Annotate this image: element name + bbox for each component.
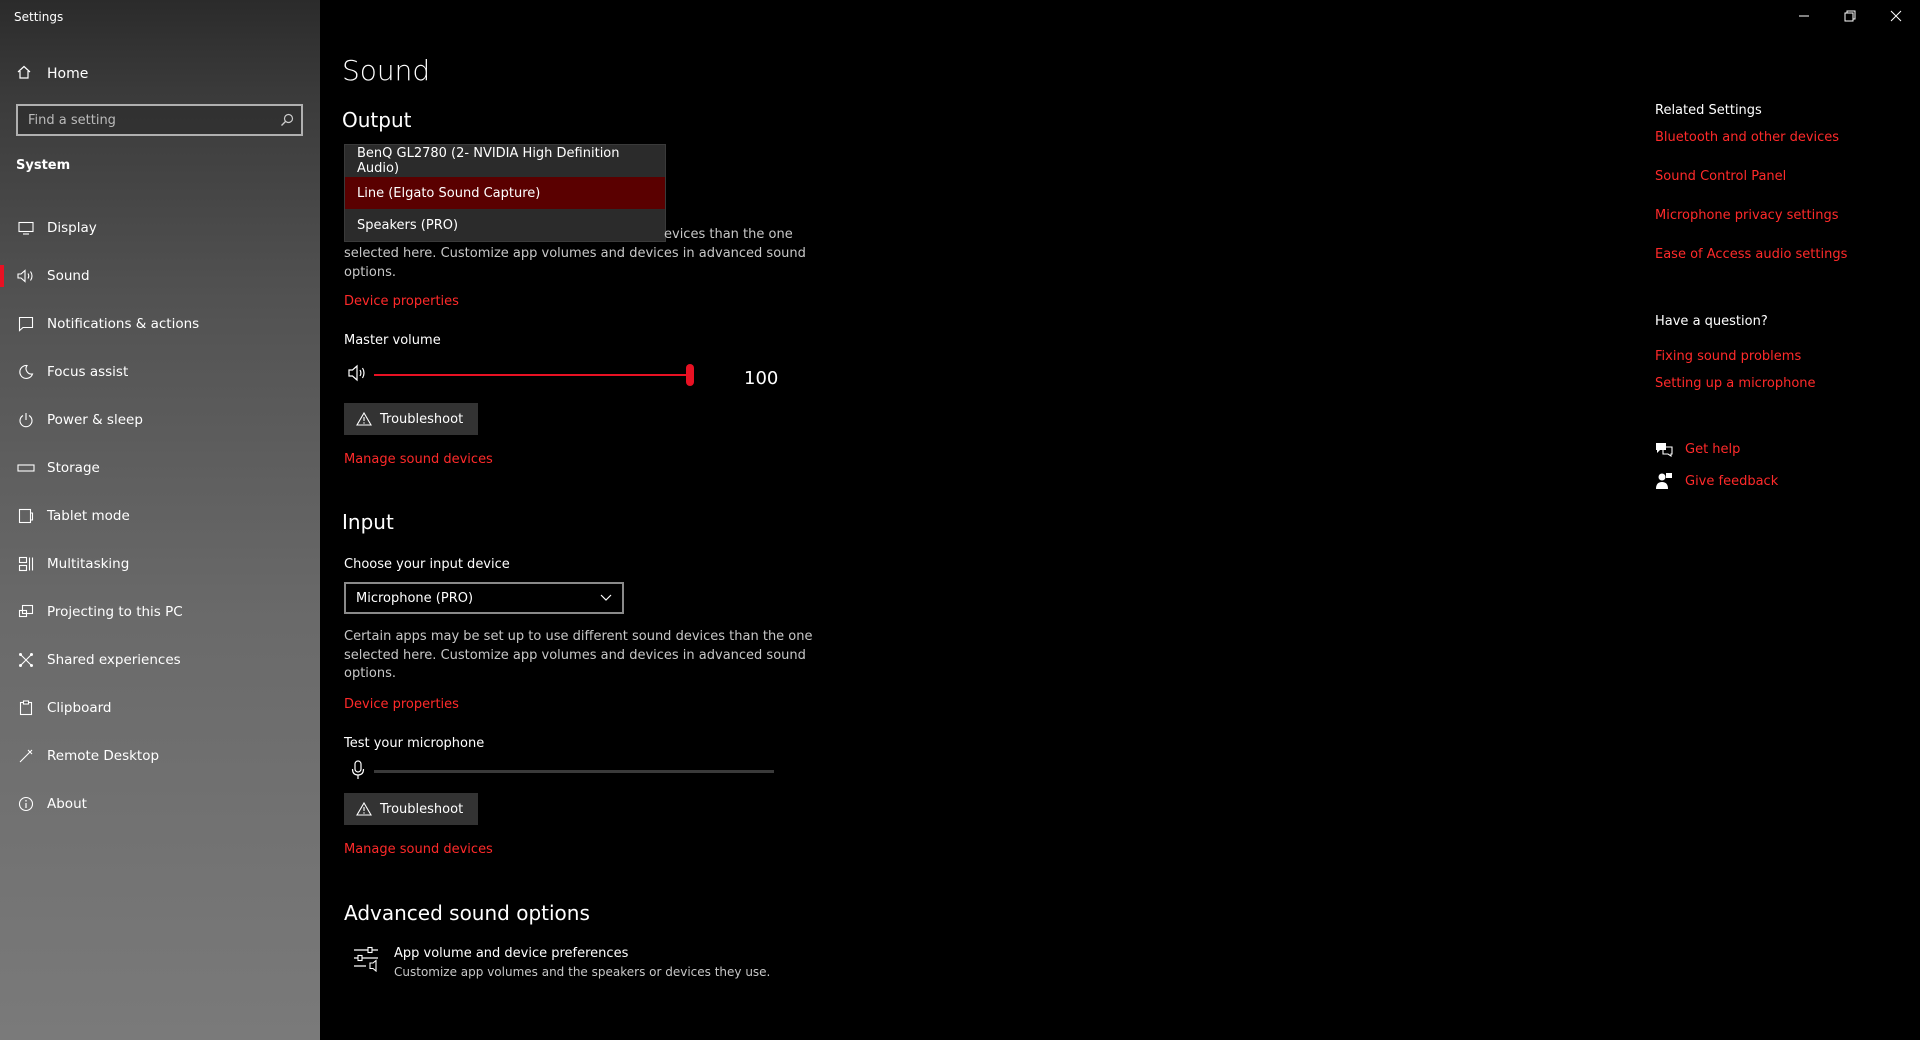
- question-heading: Have a question?: [1655, 314, 1768, 329]
- related-link-bluetooth[interactable]: Bluetooth and other devices: [1655, 130, 1840, 145]
- dropdown-option-selected[interactable]: Line (Elgato Sound Capture): [345, 177, 665, 209]
- warning-icon: [356, 412, 372, 426]
- sidebar-item-label: About: [47, 796, 87, 812]
- volume-speaker-icon[interactable]: [348, 364, 368, 386]
- sidebar-item-label: Multitasking: [47, 556, 130, 572]
- sidebar-nav: [0, 204, 320, 828]
- advanced-sound-heading: Advanced sound options: [344, 901, 590, 925]
- app-volume-description: Customize app volumes and the speakers or devices they use.: [394, 965, 771, 979]
- sidebar-item-about[interactable]: [0, 780, 320, 828]
- notification-icon: [16, 316, 36, 332]
- troubleshoot-label: Troubleshoot: [380, 411, 464, 427]
- app-volume-preferences-item[interactable]: [352, 946, 770, 979]
- restore-icon: [1844, 10, 1856, 22]
- sidebar-item-label: Tablet mode: [47, 508, 130, 524]
- choose-input-label: Choose your input device: [344, 557, 510, 572]
- microphone-level-bar: [374, 770, 774, 773]
- info-icon: [16, 796, 36, 812]
- app-volume-text: [394, 946, 770, 979]
- give-feedback-link[interactable]: Give feedback: [1685, 473, 1779, 489]
- related-link-ease-of-access-audio[interactable]: Ease of Access audio settings: [1655, 247, 1848, 262]
- sidebar-item-tablet-mode[interactable]: [0, 492, 320, 540]
- sidebar-item-multitasking[interactable]: [0, 540, 320, 588]
- sidebar-item-label: Focus assist: [47, 364, 129, 380]
- output-device-properties-link[interactable]: Device properties: [344, 294, 459, 309]
- speaker-icon: [16, 269, 36, 283]
- sidebar-item-power-sleep[interactable]: [0, 396, 320, 444]
- sidebar-item-focus-assist[interactable]: [0, 348, 320, 396]
- test-microphone-label: Test your microphone: [344, 736, 485, 751]
- output-troubleshoot-button[interactable]: [344, 403, 478, 435]
- sidebar-item-shared-experiences[interactable]: [0, 636, 320, 684]
- minimize-icon: [1798, 10, 1810, 22]
- output-manage-sound-devices-link[interactable]: Manage sound devices: [344, 452, 493, 467]
- sidebar-item-label: Storage: [47, 460, 100, 476]
- sidebar-item-label: Display: [47, 220, 97, 236]
- related-link-microphone-privacy[interactable]: Microphone privacy settings: [1655, 208, 1839, 223]
- input-manage-sound-devices-link[interactable]: Manage sound devices: [344, 842, 493, 857]
- microphone-icon: [351, 760, 365, 784]
- sidebar-item-notifications[interactable]: [0, 300, 320, 348]
- sidebar-item-label: Sound: [47, 268, 90, 284]
- get-help-row[interactable]: [1655, 441, 1740, 457]
- sidebar-item-storage[interactable]: [0, 444, 320, 492]
- sliders-icon: [352, 946, 380, 972]
- input-device-select[interactable]: [344, 582, 624, 614]
- remote-icon: [16, 748, 36, 764]
- sidebar-item-label: Clipboard: [47, 700, 112, 716]
- home-label: Home: [47, 66, 89, 82]
- search-box[interactable]: [16, 104, 303, 136]
- input-heading: Input: [342, 510, 394, 534]
- help-link-fixing-sound[interactable]: Fixing sound problems: [1655, 349, 1802, 364]
- sidebar-item-label: Projecting to this PC: [47, 604, 183, 620]
- sidebar-item-label: Notifications & actions: [47, 316, 200, 332]
- dropdown-option[interactable]: BenQ GL2780 (2- NVIDIA High Definition Audio): [357, 146, 620, 176]
- app-title: Settings: [14, 10, 64, 24]
- input-description: Certain apps may be set up to use different sound devices than the one selected here. Customize app volumes and devices in advanced sound options.: [344, 629, 813, 681]
- warning-icon: [356, 802, 372, 816]
- related-link-sound-control-panel[interactable]: Sound Control Panel: [1655, 169, 1787, 184]
- page-title: Sound: [342, 54, 431, 87]
- volume-slider-track: [374, 374, 694, 376]
- output-description: selected here. Customize app volumes and devices in advanced sound options.: [344, 246, 806, 280]
- clipboard-icon: [16, 700, 36, 716]
- app-volume-title: App volume and device preferences: [394, 946, 629, 961]
- sidebar-item-sound[interactable]: [0, 252, 320, 300]
- display-icon: [16, 221, 36, 235]
- home-icon: [16, 64, 36, 84]
- sidebar-item-display[interactable]: [0, 204, 320, 252]
- output-device-dropdown-list[interactable]: [344, 144, 666, 242]
- search-input[interactable]: [18, 113, 273, 128]
- output-heading: Output: [342, 108, 412, 132]
- get-help-link[interactable]: Get help: [1685, 441, 1741, 457]
- home-nav[interactable]: [0, 59, 320, 89]
- multitasking-icon: [16, 556, 36, 572]
- output-description-partial: evices than the one: [664, 227, 793, 242]
- master-volume-slider[interactable]: [374, 363, 694, 387]
- feedback-icon: [1655, 472, 1673, 490]
- search-icon[interactable]: [273, 113, 301, 127]
- shared-icon: [16, 652, 36, 668]
- projecting-icon: [16, 604, 36, 620]
- troubleshoot-label: Troubleshoot: [380, 801, 464, 817]
- related-settings-heading: Related Settings: [1655, 103, 1762, 118]
- storage-icon: [16, 463, 36, 473]
- volume-slider-thumb[interactable]: [686, 364, 694, 386]
- sidebar-item-label: Shared experiences: [47, 652, 181, 668]
- power-icon: [16, 412, 36, 428]
- input-device-selected-value: Microphone (PRO): [356, 590, 474, 606]
- give-feedback-row[interactable]: [1655, 472, 1778, 490]
- chevron-down-icon: [600, 594, 612, 602]
- dropdown-option[interactable]: Speakers (PRO): [357, 217, 459, 233]
- section-label-system: System: [16, 158, 71, 173]
- moon-icon: [16, 364, 36, 380]
- sidebar-item-label: Power & sleep: [47, 412, 143, 428]
- sidebar-item-clipboard[interactable]: [0, 684, 320, 732]
- chat-help-icon: [1655, 441, 1673, 457]
- master-volume-label: Master volume: [344, 333, 441, 348]
- tablet-icon: [16, 508, 36, 524]
- input-troubleshoot-button[interactable]: [344, 793, 478, 825]
- close-icon: [1890, 10, 1902, 22]
- close-button[interactable]: [1868, 0, 1920, 32]
- volume-value: 100: [744, 368, 779, 389]
- help-link-setting-up-microphone[interactable]: Setting up a microphone: [1655, 376, 1816, 391]
- input-device-properties-link[interactable]: Device properties: [344, 697, 459, 712]
- sidebar-item-remote-desktop[interactable]: [0, 732, 320, 780]
- sidebar-item-projecting[interactable]: [0, 588, 320, 636]
- sidebar: [0, 0, 320, 1040]
- sidebar-item-label: Remote Desktop: [47, 748, 160, 764]
